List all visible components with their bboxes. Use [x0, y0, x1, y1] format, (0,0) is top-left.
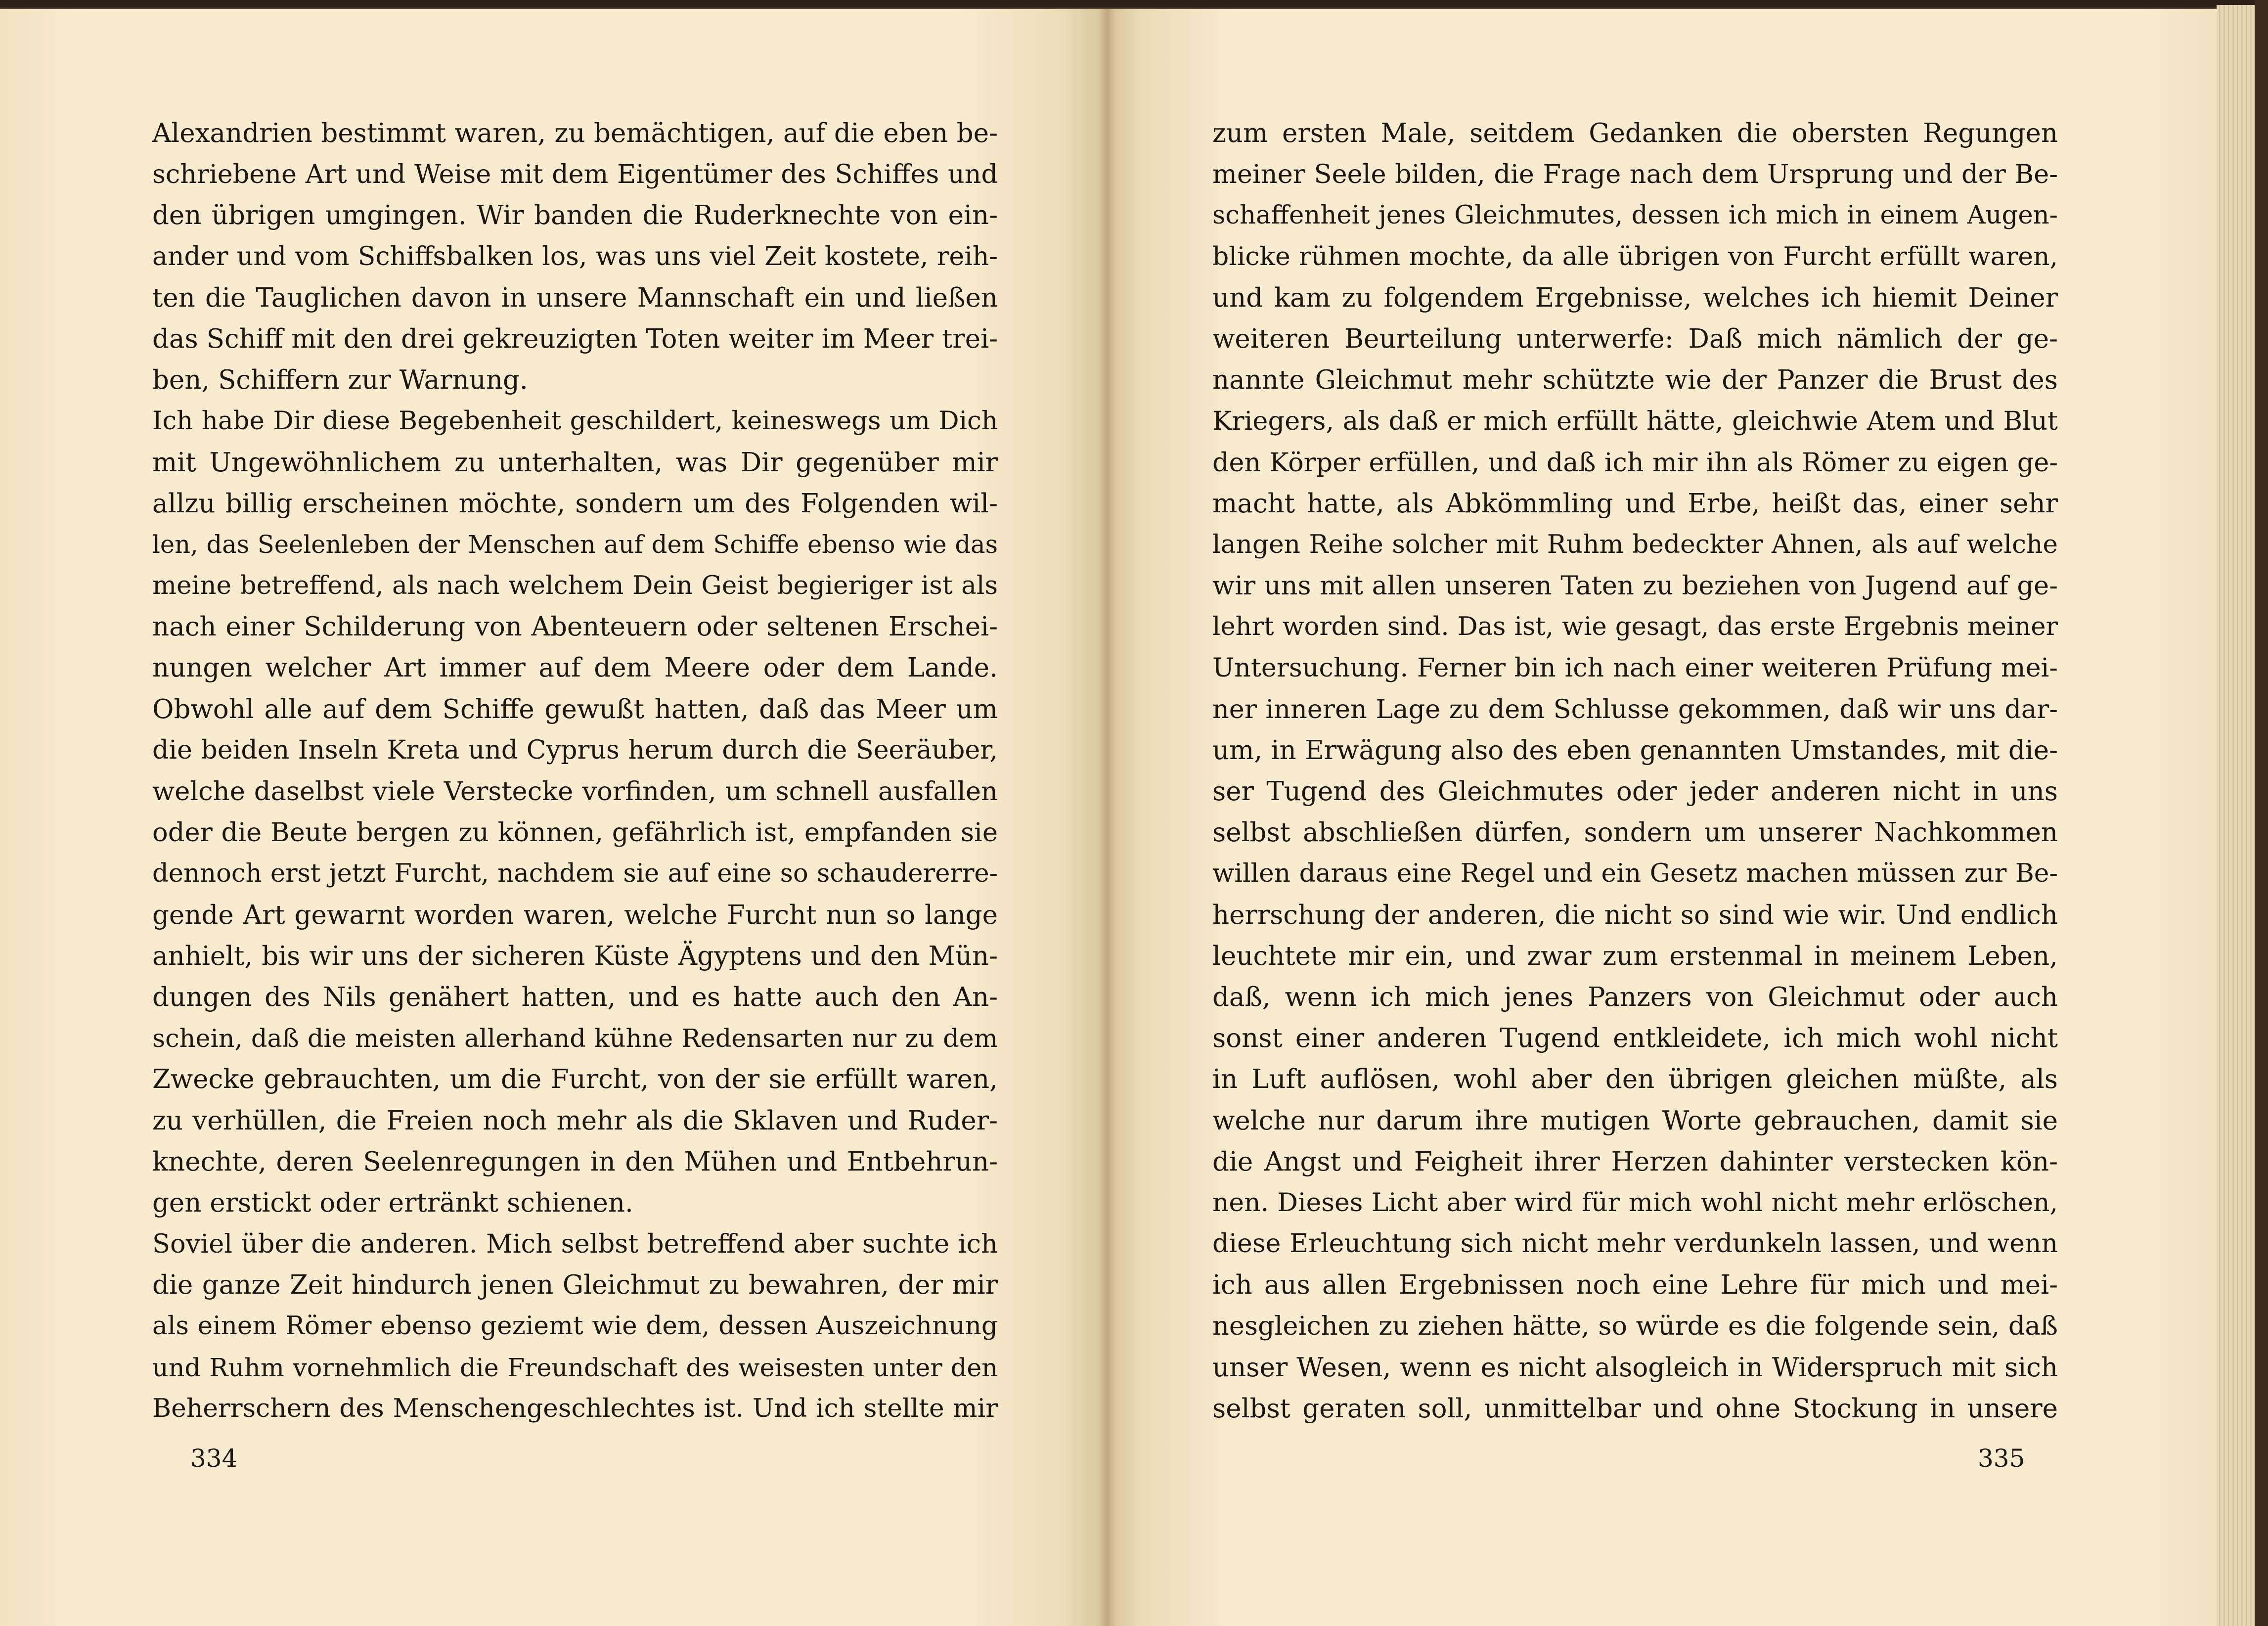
text-line: welche daselbst viele Verstecke vorfinden, um schnell ausfallen	[152, 776, 998, 807]
text-line: schein, daß die meisten allerhand kühne Redensarten nur zu dem	[152, 1024, 998, 1053]
text-line: nach einer Schilderung von Abenteuern oder seltenen Erschei-	[152, 612, 998, 642]
text-line: knechte, deren Seelenregungen in den Mühen und Entbehrun-	[152, 1146, 998, 1177]
text-line: Ich habe Dir diese Begebenheit geschildert, keineswegs um Dich	[152, 406, 998, 436]
text-line: schaffenheit jenes Gleichmutes, dessen ich mich in einem Augen-	[1212, 200, 2058, 230]
text-line: in Luft auflösen, wohl aber den übrigen gleichen müßte, als	[1212, 1064, 2058, 1095]
text-line: die beiden Inseln Kreta und Cyprus herum durch die Seeräuber,	[152, 735, 998, 765]
text-line: Soviel über die anderen. Mich selbst betreffend aber suchte ich	[152, 1229, 998, 1260]
text-line: die Angst und Feigheit ihrer Herzen dahinter verstecken kön-	[1212, 1146, 2058, 1177]
text-line: zu verhüllen, die Freien noch mehr als die Sklaven und Ruder-	[152, 1105, 998, 1136]
text-line: Obwohl alle auf dem Schiffe gewußt hatten, daß das Meer um	[152, 694, 998, 724]
page-number-right: 335	[1978, 1444, 2025, 1473]
text-line: das Schiff mit den drei gekreuzigten Toten weiter im Meer trei-	[152, 323, 998, 354]
right-page-text	[1212, 113, 2058, 1429]
text-line: sonst einer anderen Tugend entkleidete, ich mich wohl nicht	[1212, 1023, 2058, 1054]
text-line: nesgleichen zu ziehen hätte, so würde es die folgende sein, daß	[1212, 1311, 2058, 1342]
text-line: Beherrschern des Menschengeschlechtes ist. Und ich stellte mir	[152, 1393, 998, 1423]
text-line: ner inneren Lage zu dem Schlusse gekommen, daß wir uns dar-	[1212, 694, 2058, 724]
page-number-left: 334	[190, 1444, 238, 1473]
text-line: ich aus allen Ergebnissen noch eine Lehre für mich und mei-	[1212, 1270, 2058, 1301]
text-line: gen erstickt oder ertränkt schienen.	[152, 1187, 633, 1218]
text-line: gende Art gewarnt worden waren, welche Furcht nun so lange	[152, 900, 998, 930]
book-cover-edge	[2255, 0, 2268, 1626]
text-line: blicke rühmen mochte, da alle übrigen von Furcht erfüllt waren,	[1212, 241, 2058, 271]
text-line: Kriegers, als daß er mich erfüllt hätte, gleichwie Atem und Blut	[1212, 406, 2058, 437]
text-line: leuchtete mir ein, und zwar zum erstenmal in meinem Leben,	[1212, 941, 2058, 971]
text-line: daß, wenn ich mich jenes Panzers von Gleichmut oder auch	[1212, 982, 2058, 1012]
text-line: schriebene Art und Weise mit dem Eigentümer des Schiffes und	[152, 159, 998, 190]
text-line: den übrigen umgingen. Wir banden die Ruderknechte von ein-	[152, 200, 998, 231]
text-line: und kam zu folgendem Ergebnisse, welches ich hiemit Deiner	[1212, 282, 2058, 313]
text-line: dennoch erst jetzt Furcht, nachdem sie auf eine so schaudererre-	[152, 858, 998, 889]
text-line: willen daraus eine Regel und ein Gesetz machen müssen zur Be-	[1212, 858, 2058, 889]
text-line: mit Ungewöhnlichem zu unterhalten, was Dir gegenüber mir	[152, 447, 998, 478]
text-line: zum ersten Male, seitdem Gedanken die obersten Regungen	[1212, 118, 2058, 148]
text-line: weiteren Beurteilung unterwerfe: Daß mich nämlich der ge-	[1212, 323, 2058, 354]
text-line: herrschung der anderen, die nicht so sind wie wir. Und endlich	[1212, 900, 2058, 930]
text-line: nannte Gleichmut mehr schützte wie der Panzer die Brust des	[1212, 365, 2058, 396]
text-line: Untersuchung. Ferner bin ich nach einer weiteren Prüfung mei-	[1212, 653, 2058, 683]
text-line: nungen welcher Art immer auf dem Meere oder dem Lande.	[152, 653, 998, 683]
text-line: diese Erleuchtung sich nicht mehr verdunkeln lassen, und wenn	[1212, 1229, 2058, 1259]
text-line: selbst geraten soll, unmittelbar und ohne Stockung in unsere	[1212, 1393, 2058, 1424]
text-line: Alexandrien bestimmt waren, zu bemächtigen, auf die eben be-	[152, 118, 998, 148]
text-line: ten die Tauglichen davon in unsere Mannschaft ein und ließen	[152, 282, 998, 313]
text-line: allzu billig erscheinen möchte, sondern um des Folgenden wil-	[152, 488, 998, 519]
left-page-text	[152, 113, 998, 1429]
text-line: macht hatte, als Abkömmling und Erbe, heißt das, einer sehr	[1212, 488, 2058, 519]
text-line: den Körper erfüllen, und daß ich mir ihn als Römer zu eigen ge-	[1212, 447, 2058, 478]
text-line: anhielt, bis wir uns der sicheren Küste Ägyptens und den Mün-	[152, 941, 998, 971]
text-line: Zwecke gebrauchten, um die Furcht, von der sie erfüllt waren,	[152, 1064, 998, 1095]
text-line: unser Wesen, wenn es nicht alsogleich in Widerspruch mit sich	[1212, 1352, 2058, 1383]
text-line: dungen des Nils genähert hatten, und es hatte auch den An-	[152, 982, 998, 1012]
text-line: langen Reihe solcher mit Ruhm bedeckter Ahnen, als auf welche	[1212, 529, 2058, 559]
text-line: nen. Dieses Licht aber wird für mich wohl nicht mehr erlöschen,	[1212, 1187, 2058, 1218]
text-line: als einem Römer ebenso geziemt wie dem, dessen Auszeichnung	[152, 1311, 998, 1341]
text-line: len, das Seelenleben der Menschen auf dem Schiffe ebenso wie das	[152, 530, 998, 559]
book-gutter	[1099, 9, 1115, 1626]
text-line: ben, Schiffern zur Warnung.	[152, 365, 528, 396]
text-line: meiner Seele bilden, die Frage nach dem Ursprung und der Be-	[1212, 159, 2058, 190]
text-line: ander und vom Schiffsbalken los, was uns viel Zeit kostete, reih-	[152, 241, 998, 271]
text-line: lehrt worden sind. Das ist, wie gesagt, das erste Ergebnis meiner	[1212, 612, 2058, 642]
text-line: welche nur darum ihre mutigen Worte gebrauchen, damit sie	[1212, 1105, 2058, 1136]
text-line: und Ruhm vornehmlich die Freundschaft des weisesten unter den	[152, 1353, 998, 1382]
text-line: wir uns mit allen unseren Taten zu beziehen von Jugend auf ge-	[1212, 571, 2058, 601]
text-line: um, in Erwägung also des eben genannten Umstandes, mit die-	[1212, 735, 2058, 766]
text-line: die ganze Zeit hindurch jenen Gleichmut zu bewahren, der mir	[152, 1270, 998, 1301]
text-line: selbst abschließen dürfen, sondern um unserer Nachkommen	[1212, 817, 2058, 848]
text-line: meine betreffend, als nach welchem Dein Geist begieriger ist als	[152, 571, 998, 601]
text-line: ser Tugend des Gleichmutes oder jeder anderen nicht in uns	[1212, 776, 2058, 807]
text-line: oder die Beute bergen zu können, gefährlich ist, empfanden sie	[152, 817, 998, 848]
